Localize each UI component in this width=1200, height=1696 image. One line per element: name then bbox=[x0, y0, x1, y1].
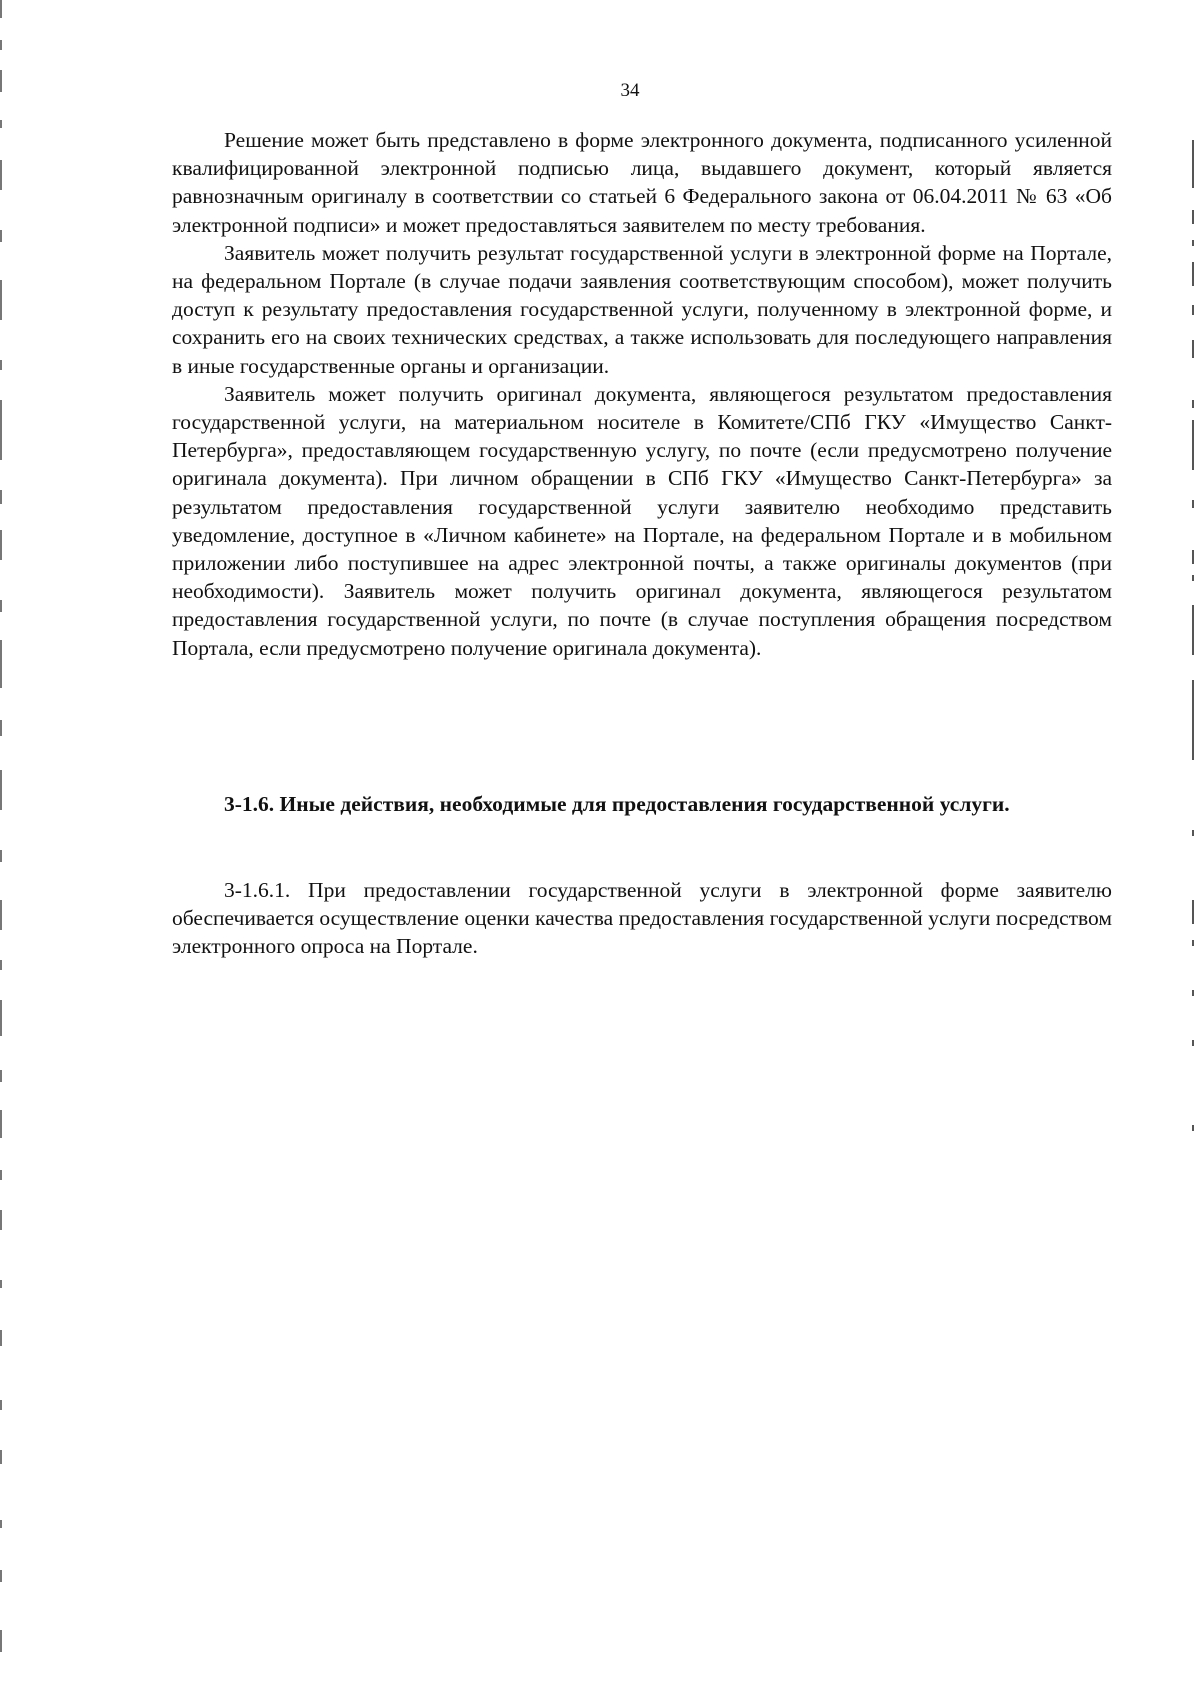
scan-edge-right bbox=[1192, 0, 1196, 1696]
subsection-paragraph: 3-1.6.1. При предоставлении государственной услуги в электронной форме заявителю обеспечивается осуществление оценки качества предоставления государственной услуги посредством электронного опроса на Портале. bbox=[172, 878, 1112, 959]
body-paragraphs bbox=[172, 126, 1112, 662]
scan-edge-left bbox=[0, 0, 4, 1696]
subsection-block bbox=[172, 876, 1112, 961]
page-number: 34 bbox=[620, 80, 640, 101]
paragraph-original-document: Заявитель может получить оригинал документа, являющегося результатом предоставления государственной услуги, на материальном носителе в Комитете/СПб ГКУ «Имущество Санкт-Петербурга», предоставляющем государственную услугу, по почте (если предусмотрено получение оригинала документа). При личном обращении в СПб ГКУ «Имущество Санкт-Петербурга» за результатом предоставления государственной услуги заявителю необходимо представить уведомление, доступное в «Личном кабинете» на Портале, на федеральном Портале и в мобильном приложении либо поступившее на адрес электронной почты, а также оригиналы документов (при необходимости). Заявитель может получить оригинал документа, являющегося результатом предоставления государственной услуги, по почте (в случае поступления обращения посредством Портала, если предусмотрено получение оригинала документа). bbox=[172, 381, 1112, 660]
section-heading: 3-1.6. Иные действия, необходимые для предоставления государственной услуги. bbox=[224, 792, 1010, 816]
paragraph-electronic-decision: Решение может быть представлено в форме электронного документа, подписанного усиленной квалифицированной электронной подписью лица, выдавшего документ, который является равнозначным оригиналу в соответствии со статьей 6 Федерального закона от 06.04.2011 № 63 «Об электронной подписи» и может предоставляться заявителем по месту требования. bbox=[172, 128, 1112, 237]
section-heading-block bbox=[172, 790, 1112, 818]
paragraph-electronic-result: Заявитель может получить результат государственной услуги в электронной форме на Портале, на федеральном Портале (в случае подачи заявления соответствующим способом), может получить доступ к результату предоставления государственной услуги, полученному в электронной форме, и сохранить его на своих технических средствах, а также использовать для последующего направления в иные государственные органы и организации. bbox=[172, 240, 1112, 378]
